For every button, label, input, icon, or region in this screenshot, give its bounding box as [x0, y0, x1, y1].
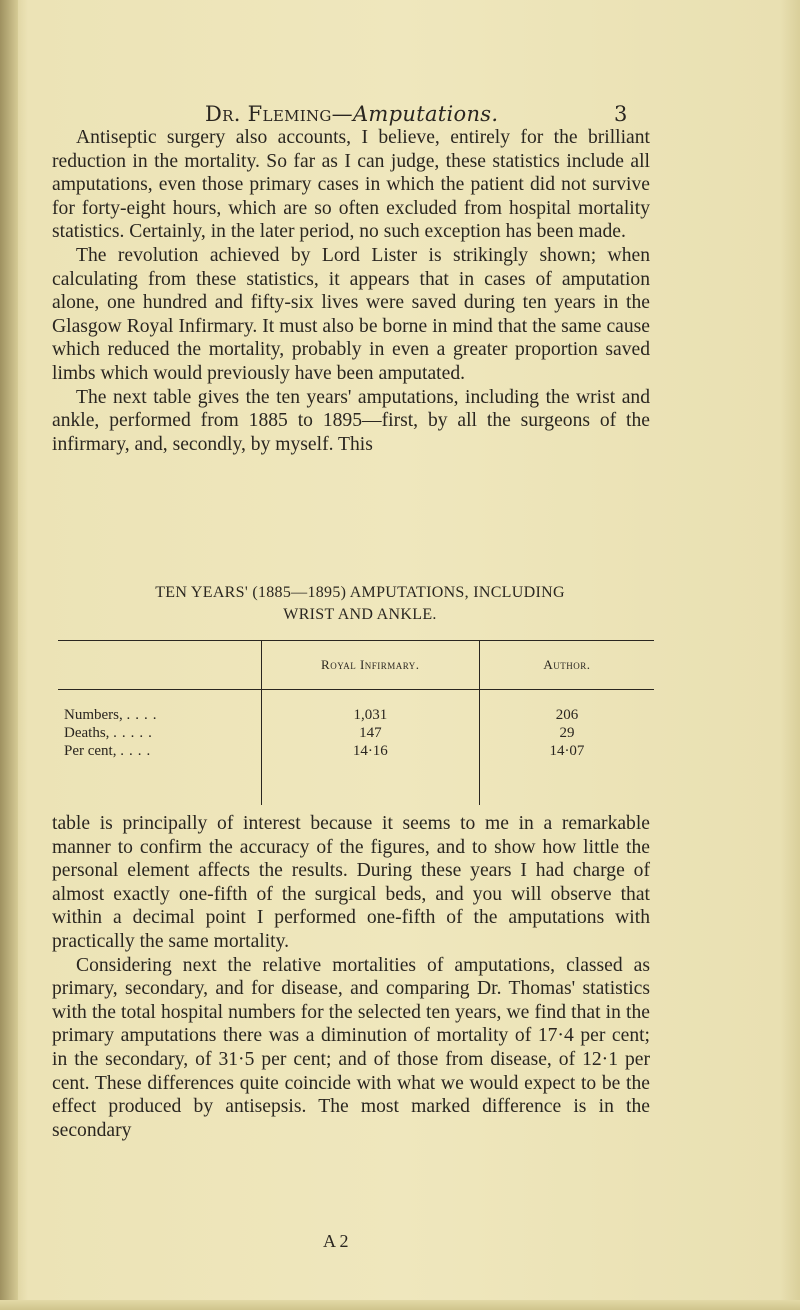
- paragraph: The next table gives the ten years' amputations, including the wrist and ankle, performed from 1885 to 1895—first, by all the surgeons of the infirmary, and, secondly, by myself. This: [52, 386, 650, 455]
- header-cell-author: Author.: [479, 641, 654, 690]
- header-cell-empty: [58, 641, 261, 690]
- row-label: Deaths,: [64, 725, 110, 741]
- book-spine-shadow: [0, 0, 18, 1310]
- table-value: 147: [359, 725, 382, 741]
- header-separator: —: [331, 102, 353, 126]
- row-labels-cell: Numbers, .... Deaths, ..... Per cent, ....: [64, 707, 162, 759]
- royal-infirmary-values-cell: [261, 690, 479, 806]
- header-author: Dr. Fleming: [205, 102, 332, 126]
- header-title: Amputations.: [352, 102, 499, 126]
- body-text-before-table: [52, 126, 650, 456]
- table-value: 29: [559, 725, 575, 741]
- table-caption: [70, 582, 650, 626]
- row-label: Numbers,: [64, 707, 123, 723]
- page-number: 3: [614, 102, 628, 126]
- table-caption-line: WRIST AND ANKLE.: [283, 606, 437, 623]
- row-label: Per cent,: [64, 743, 117, 759]
- body-text-after-table: [52, 812, 650, 1142]
- signature-mark: A 2: [323, 1231, 349, 1251]
- amputations-table: [58, 640, 654, 805]
- table-value: 14·16: [352, 743, 388, 759]
- header-cell-royal-infirmary: Royal Infirmary.: [261, 641, 479, 690]
- table-value: 206: [555, 707, 579, 723]
- paragraph: Considering next the relative mortalities of amputations, classed as primary, secondary, and for disease, and comparing Dr. Thomas' statistics with the total hospital numbers for the selected ten years, we find that in the primary amputations there was a diminution of mortality of 17·4 per cent; in the secondary, of 31·5 per cent; and of those from disease, of 12·1 per cent. These differences quite coincide with what we would expect to be the effect produced by antisepsis. The most marked difference is in the secondary: [52, 954, 650, 1141]
- table-value: 1,031: [353, 707, 388, 723]
- table-body-row: [58, 690, 654, 806]
- page-edge: [0, 1300, 800, 1310]
- paragraph: Antiseptic surgery also accounts, I believe, entirely for the brilliant reduction in the mortality. So far as I can judge, these statistics include all amputations, even those primary cases in which the patient did not survive for forty-eight hours, which are so often excluded from hospital mortality statistics. Certainly, in the later period, no such exception has been made.: [52, 127, 650, 243]
- table-value: 14·07: [549, 743, 585, 759]
- author-values-cell: [479, 690, 654, 806]
- table-header-row: [58, 641, 654, 690]
- paragraph: table is principally of interest because it seems to me in a remarkable manner to confirm the accuracy of the figures, and to show how little the personal element affects the results. During these years I had charge of almost exactly one-fifth of the surgical beds, and you will observe that within a decimal point I performed one-fifth of the amputations with practically the same mortality.: [52, 813, 650, 952]
- paragraph: The revolution achieved by Lord Lister is strikingly shown; when calculating from these statistics, it appears that in cases of amputation alone, one hundred and fifty-six lives were saved during ten years in the Glasgow Royal Infirmary. It must also be borne in mind that the same cause which reduced the mortality, probably in even a greater proportion saved limbs which would previously have been amputated.: [52, 244, 650, 384]
- table-caption-line: TEN YEARS' (1885—1895) AMPUTATIONS, INCLUDING: [155, 584, 565, 601]
- running-header: [205, 102, 628, 126]
